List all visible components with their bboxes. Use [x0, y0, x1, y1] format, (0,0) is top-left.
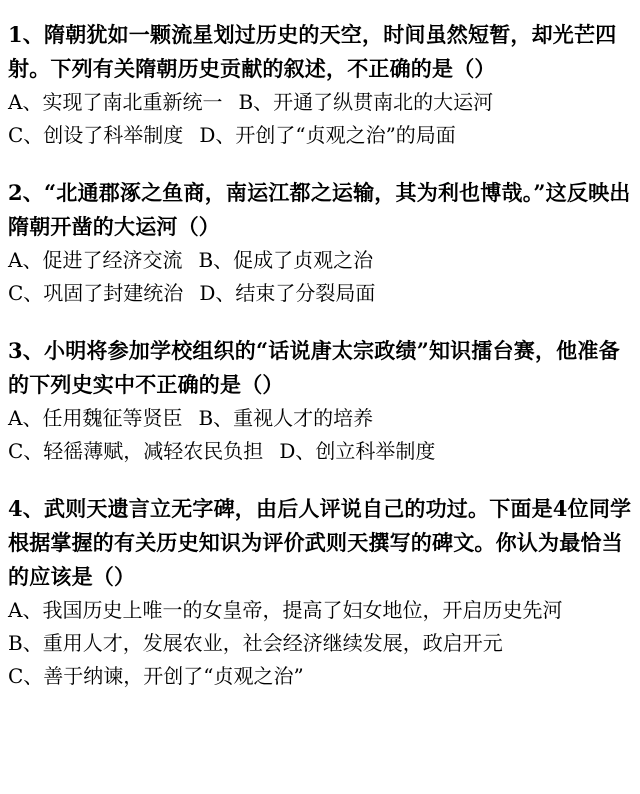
option-d: D、开创了“贞观之治”的局面 — [199, 123, 456, 147]
option-row — [8, 402, 632, 435]
option-c: C、巩固了封建统治 — [8, 281, 184, 305]
question-stem: 3、小明将参加学校组织的“话说唐太宗政绩”知识擂台赛，他准备的下列史实中不正确的是（） — [8, 338, 620, 397]
option-b: B、重用人才，发展农业，社会经济继续发展，政启开元 — [8, 631, 503, 655]
option-row — [8, 277, 632, 310]
option-row — [8, 244, 632, 277]
option-a: A、任用魏征等贤臣 — [8, 406, 183, 430]
option-row — [8, 86, 632, 119]
option-c: C、轻徭薄赋，减轻农民负担 — [8, 439, 264, 463]
option-row — [8, 435, 632, 468]
option-d: D、创立科举制度 — [279, 439, 436, 463]
question-4 — [8, 492, 632, 693]
question-stem: 4、武则天遗言立无字碑，由后人评说自己的功过。下面是4位同学根据掌握的有关历史知识为评价武则天撰写的碑文。你认为最恰当的应该是（） — [8, 496, 632, 589]
question-3 — [8, 334, 632, 468]
question-1 — [8, 18, 632, 152]
option-a: A、促进了经济交流 — [8, 248, 183, 272]
option-a: A、实现了南北重新统一 — [8, 90, 223, 114]
question-stem: 1、隋朝犹如一颗流星划过历史的天空，时间虽然短暂，却光芒四射。下列有关隋朝历史贡献的叙述，不正确的是（） — [8, 22, 617, 81]
option-c: C、善于纳谏，开创了“贞观之治” — [8, 664, 304, 688]
option-a: A、我国历史上唯一的女皇帝，提高了妇女地位，开启历史先河 — [8, 598, 563, 622]
option-b: B、重视人才的培养 — [198, 406, 374, 430]
question-2 — [8, 176, 632, 310]
option-d: D、结束了分裂局面 — [199, 281, 376, 305]
question-stem: 2、“北通郡涿之鱼商，南运江都之运输，其为利也博哉。”这反映出隋朝开凿的大运河（） — [8, 180, 631, 239]
option-b: B、促成了贞观之治 — [198, 248, 374, 272]
option-c: C、创设了科举制度 — [8, 123, 184, 147]
option-row — [8, 119, 632, 152]
option-b: B、开通了纵贯南北的大运河 — [238, 90, 494, 114]
